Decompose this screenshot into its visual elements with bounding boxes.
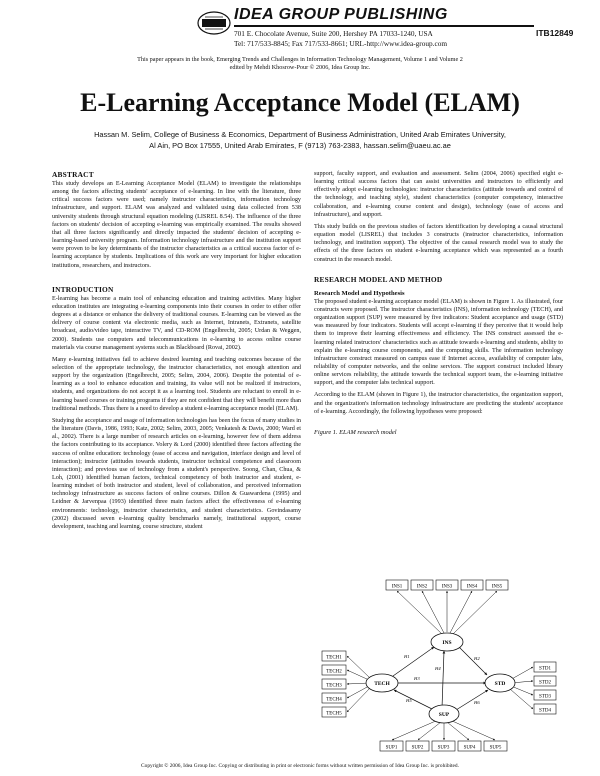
tech-indicator-box [322, 651, 346, 661]
std-indicator-box [534, 704, 556, 714]
publisher-address [234, 29, 447, 49]
elam-model-diagram [314, 574, 564, 754]
tech-indicator-label: TECH4 [326, 697, 342, 703]
publisher-rule [234, 25, 534, 27]
ins-indicator-box [486, 580, 508, 590]
ins-indicator-box [461, 580, 483, 590]
paper-title: E-Learning Acceptance Model (ELAM) [80, 88, 520, 117]
sup-indicator-box [406, 741, 429, 751]
path-label-h5: H5 [406, 698, 412, 703]
std-indicator-label: STD2 [539, 680, 551, 686]
construct-sup-label: SUP [438, 712, 450, 718]
path-label-h2: H2 [474, 656, 480, 661]
tech-indicator-label: TECH5 [326, 711, 342, 717]
std-indicator-box [534, 662, 556, 672]
research-model-subheading: Research Model and Hypothesis [314, 289, 405, 297]
right-paragraph-3: The proposed student e-learning acceptance model (ELAM) is shown in Figure 1. As illustrated, four constructs were proposed. The instructor characteristics (INS), information technology (TECH), and organization support (SUP) were measured by five indicators: Student acceptance and usage (STD) was measured by four indicators. Students will accept e-learning if they perceive that it would help them to improve their learning effectiveness and efficiency. The INS construct assessed the e-learning related instructors' characteristics such as attitude towards e-learning and students, ability to explain the e-learning course components, and the computing skills. The information technology infrastructure construct measured on campus ease if Internet access, availability of computer labs, reliability of computer networks, and the online services. The support construct included library online services reliability, the attitude towards the technical support team, the e-learning initiative support, and the computer labs technical support. [314, 298, 563, 387]
author-line-1: Hassan M. Selim, College of Business & Economics, Department of Business Administration, United Arab Emirates University, [94, 130, 506, 139]
sup-indicator-label: SUP2 [411, 745, 424, 751]
tech-indicator-label: TECH2 [326, 669, 342, 675]
sup-indicator-label: SUP5 [489, 745, 502, 751]
tech-indicator-label: TECH3 [326, 683, 342, 689]
introduction-paragraph-1: E-learning has become a main tool of enhancing education and training activities. Many higher education institutes are integrating e-learning components into their courses in order to either offer degrees at a distance or enhance the delivery of traditional courses. E-learning can be viewed as the delivery of course content via electronic media, such as Internet, Intranets, Extranets, satellite broadcast, audio/video tape, interactive TV, and CD-ROM (Engelbrecht, 2005; Urdan & Weggen, 2000). Students use computers and telecommunications in e-learning to access online course materials via course management systems such as Blackboard (Rovai, 2002). [52, 295, 301, 351]
tech-indicator-label: TECH1 [326, 655, 342, 661]
introduction-paragraph-2: Many e-learning initiatives fail to achieve desired learning and teaching outcomes because of the selection of the appropriate technology, the instructor characteristics, not enough attention and support by the organization (Engelbrecht, 2005; Selim, 2004, 2006). Despite the potential of e-learning as a tool to enhance education and training, its value will not be realized if instructors, students, and organizations do not accept it as a learning tool. Students are reluctant to enroll in e-learning based courses or training programs if they are not confident that they will benefit more than traditional methods. Thus there is a need to develop a student e-learning acceptance model (ELAM). [52, 356, 301, 412]
tech-indicator-box [322, 707, 346, 717]
construct-sup [429, 705, 459, 723]
std-indicator-label: STD3 [539, 694, 551, 700]
path-label-h6: H6 [474, 700, 480, 705]
ins-indicator-label: INS4 [466, 584, 478, 590]
ins-indicator-box [411, 580, 433, 590]
ins-indicator-label: INS1 [391, 584, 403, 590]
elam-model-figure [314, 574, 564, 754]
path-labels [403, 654, 480, 705]
publisher-name: IDEA GROUP PUBLISHING [234, 6, 448, 23]
author-line-2: Al Ain, PO Box 17555, United Arab Emirates, F (9713) 763-2383, hassan.selim@uaeu.ac.ae [149, 141, 451, 150]
sup-indicator-box [432, 741, 455, 751]
publisher-address-line-2: Tel: 717/533-8845; Fax 717/533-8661; URL-http://www.idea-group.com [234, 39, 448, 48]
abstract-heading: ABSTRACT [52, 170, 94, 179]
introduction-paragraph-3: Studying the acceptance and usage of information technologies has been the focus of many studies in the literature (Davis, 1986, 1993; Katz, 2002; Selim, 2003, 2005; Venkatesh & Davis, 2000; Ward et al., 2002). There is a large number of research articles on e-learning, however few of them address the factors contributing to its acceptance. Volery & Lord (2000) identified three factors affecting the success of online education: technology (ease of access and navigation, interface design and level of interaction); instructor (attitudes towards students, instructor technical competence and classroom interaction); and previous use of technology from a student's perspective. Soong, Chan, Chua, & Loh, (2001) identified human factors, technical competency of both instructor and student, e-learning mindset of both instructor and student, level of collaboration, and perceived information technology infrastructure as success factors of online courses. Dillon & Guawardena (1995) and Leidner & Jarvenpaa (1993) identified three main factors affect the effectiveness of e-learning environments: technology, instructor characteristics, and student characteristics. Govindasamy (2002) discussed seven e-learning quality benchmarks namely, institutional support, course development, teaching and learning, course structure, student [52, 417, 301, 530]
right-column [314, 170, 563, 437]
ins-indicator-label: INS3 [441, 584, 453, 590]
ins-indicator-group [386, 580, 508, 590]
construct-std [485, 674, 515, 692]
ins-indicator-label: INS5 [491, 584, 503, 590]
paper-id: ITB12849 [536, 28, 574, 38]
construct-ins [431, 633, 463, 651]
std-indicator-box [534, 676, 556, 686]
construct-tech-label: TECH [374, 681, 390, 687]
construct-std-label: STD [494, 681, 506, 687]
book-note-line-2: edited by Mehdi Khosrow-Pour © 2006, Idea Group Inc. [229, 64, 371, 71]
right-paragraph-2: This study builds on the previous studies of factors identification by developing a causal structural equation model (LISREL) that includes 3 constructs (instructor characteristics, information technology, and institution support). The objective of the causal research model was to study the effects of the three factors on student e-learning acceptance which was represented as a fourth construct in the research model. [314, 223, 563, 263]
std-indicator-group [534, 662, 556, 714]
std-indicator-box [534, 690, 556, 700]
path-label-h3: H3 [414, 676, 420, 681]
tech-indicator-group [322, 651, 346, 717]
copyright-footer: Copyright © 2006, Idea Group Inc. Copying or distributing in print or electronic forms without written permission of Idea Group Inc. is prohibited. [141, 763, 459, 769]
author-affiliation [60, 129, 540, 151]
right-paragraph-1: support, faculty support, and evaluation and assessment. Selim (2004, 2006) specified eight e-learning critical success factors that can assist universities and instructors to efficiently and effectively adopt e-learning technologies: instructor characteristics (attitude towards and control of the technology, and teaching style), student characteristics (computer competency, interactive collaboration, and e-learning course content and design), technology (ease of access and infrastructure), and support. [314, 171, 563, 218]
sup-indicator-box [484, 741, 507, 751]
ins-loading-lines [397, 591, 497, 634]
sup-indicator-box [380, 741, 403, 751]
sup-indicator-box [458, 741, 481, 751]
construct-tech [366, 674, 398, 692]
right-paragraph-4: According to the ELAM (shown in Figure 1), the instructor characteristics, the organization support, and the organization's information technology infrastructure are predicting the students' acceptance of e-learning. Accordingly, the following hypotheses were proposed: [314, 392, 563, 415]
tech-indicator-box [322, 693, 346, 703]
path-label-h4: H4 [435, 666, 441, 671]
construct-ins-label: INS [442, 640, 452, 646]
introduction-heading: INTRODUCTION [52, 284, 114, 294]
research-model-heading: RESEARCH MODEL AND METHOD [314, 274, 443, 284]
std-loading-lines [510, 667, 533, 709]
ins-indicator-box [386, 580, 408, 590]
std-indicator-label: STD4 [539, 708, 551, 714]
tech-indicator-box [322, 679, 346, 689]
abstract-text: This study develops an E-Learning Acceptance Model (ELAM) to investigate the relationships among the factors affecting students' acceptance of e-learning. In line with the literature, three critical success factors were used; namely instructor characteristics, information technology infrastructure, and support. ELAM was analyzed and validated using data collected from 538 university students through structural equation modeling (LISREL 8.54). The influence of the three factors on students' decision of accepting e-learning was empirically examined. The results showed that all three factors significantly and directly impacted the students' decision of accepting e-learning-based university program. Information technology infrastructure and the institution support were proven to be key determinants of the instructor characteristics as a critical success factor of e-learning acceptance by students. Implications of this work are very important for higher education institutions, researchers, and instructors. [52, 181, 301, 269]
ins-indicator-label: INS2 [416, 584, 428, 590]
publisher-address-line-1: 701 E. Chocolate Avenue, Suite 200, Hershey PA 17033-1240, USA [234, 29, 433, 38]
tech-indicator-box [322, 665, 346, 675]
sup-indicator-label: SUP1 [385, 745, 398, 751]
idea-group-logo [196, 10, 232, 36]
sup-indicator-label: SUP3 [437, 745, 450, 751]
sup-indicator-label: SUP4 [463, 745, 476, 751]
ins-indicator-box [436, 580, 458, 590]
std-indicator-label: STD1 [539, 666, 551, 672]
left-column [52, 170, 301, 535]
book-note-line-1: This paper appears in the book, Emerging Trends and Challenges in Information Technology Management, Volume 1 and Volume 2 [137, 56, 463, 63]
sup-indicator-group [380, 741, 507, 751]
path-label-h1: H1 [404, 654, 410, 659]
figure-caption: Figure 1. ELAM research model [314, 428, 397, 436]
